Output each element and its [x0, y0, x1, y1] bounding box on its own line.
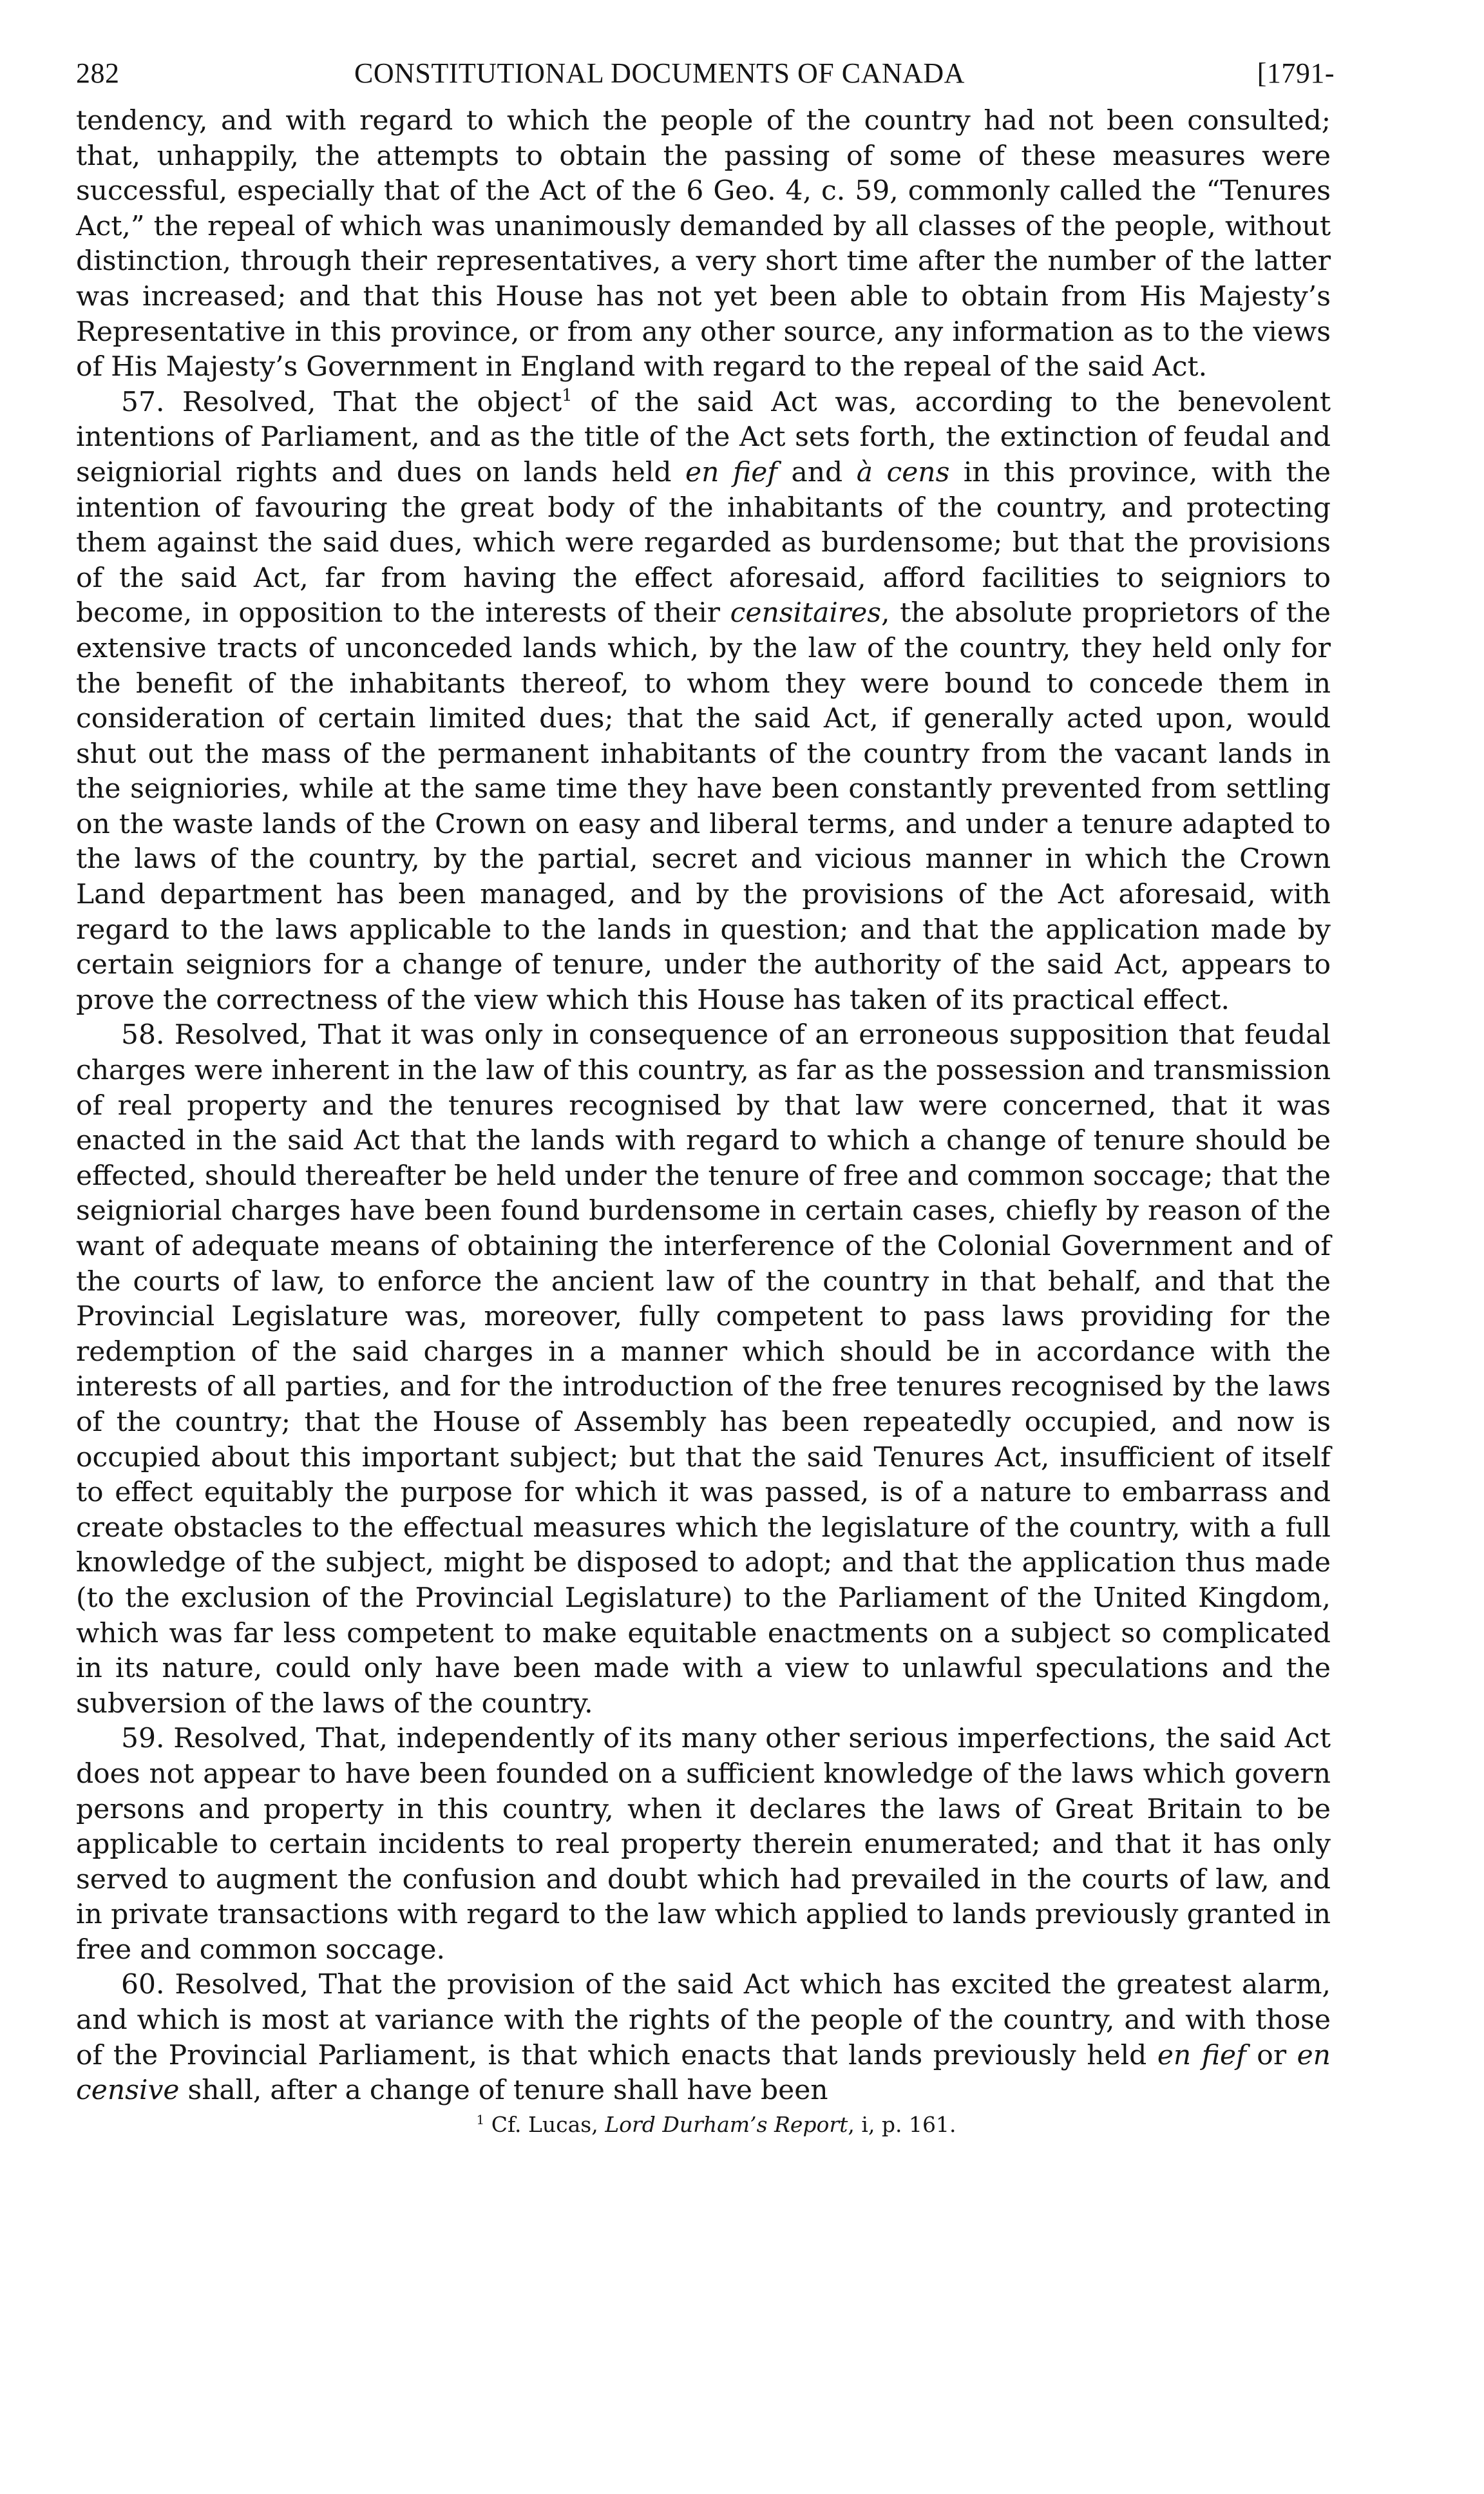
- paragraph-56-continuation: [76, 103, 1331, 385]
- footnote-text: , i, p. 161.: [848, 2111, 956, 2137]
- paragraph-text: in this province, with the intention of favouring the great body of the inhabitants of the country, and protecting them against the said dues, which were regarded as burdensome; but that the provisions of the said Act, far from having the effect aforesaid, afford facilities to seigniors to become, in opposition to the interests of their: [76, 456, 1331, 629]
- footnote: [76, 2111, 1331, 2139]
- paragraph-text: , the absolute proprietors of the extensive tracts of unconceded lands which, by the law of the country, they held only for the benefit of the inhabitants thereof, to whom they were bound to concede them in consideration of certain limited dues; that the said Act, if generally acted upon, would shut out the mass of the permanent inhabitants of the country from the vacant lands in the seigniories, while at the same time they have been constantly prevented from settling on the waste lands of the Crown on easy and liberal terms, and under a tenure adapted to the laws of the country, by the partial, secret and vicious manner in which the Crown Land department has been managed, and by the provisions of the Act aforesaid, with regard to the laws applicable to the lands in question; and that the application made by certain seigniors for a change of tenure, under the authority of the said Act, appears to prove the correctness of the view which this House has taken of its practical effect.: [76, 597, 1331, 1015]
- paragraph-text: shall, after a change of tenure shall have been: [179, 2074, 828, 2106]
- footnote-title: Lord Durham’s Report: [605, 2111, 848, 2137]
- running-title: CONSTITUTIONAL DOCUMENTS OF CANADA: [354, 57, 965, 89]
- paragraph-text: 60. Resolved, That the provision of the said Act which has excited the greatest alarm, and which is most at variance with the rights of the people of the country, and with those of the Provincial Parliament, is that which enacts that lands previously held: [76, 1968, 1331, 2071]
- italic-term: en censive: [76, 2038, 1331, 2106]
- paragraph-60: [76, 1967, 1331, 2107]
- paragraph-text: tendency, and with regard to which the people of the country had not been consulted; that, unhappily, the attempts to obtain the passing of some of these measures were successful, especially that of the Act of the 6 Geo. 4, c. 59, commonly called the “Tenures Act,” the repeal of which was unanimously demanded by all classes of the people, without distinction, through their representatives, a very short time after the number of the latter was increased; and that this House has not yet been able to obtain from His Majesty’s Representative in this province, or from any other source, any information as to the views of His Majesty’s Government in England with regard to the repeal of the said Act.: [76, 104, 1331, 383]
- paragraph-58: [76, 1017, 1331, 1721]
- paragraph-59: [76, 1721, 1331, 1967]
- page-header: [76, 57, 1335, 99]
- header-year-range: [1791-: [1257, 57, 1335, 89]
- italic-term: à cens: [856, 456, 950, 488]
- footnote-text: Cf. Lucas,: [484, 2111, 605, 2137]
- paragraph-57: [76, 385, 1331, 1018]
- page-number: 282: [76, 57, 120, 89]
- paragraph-text: and: [777, 456, 857, 488]
- document-page: [76, 57, 1335, 2139]
- italic-term: en fief: [1157, 2038, 1246, 2071]
- footnote-marker: 1: [476, 2111, 485, 2127]
- paragraph-text: or: [1246, 2038, 1297, 2071]
- paragraph-text: 57. Resolved, That the object: [121, 385, 562, 417]
- paragraph-text: 59. Resolved, That, independently of its many other serious imperfections, the said Act does not appear to have been founded on a sufficient knowledge of the laws which govern persons and property in this country, when it declares the laws of Great Britain to be applicable to certain incidents to real property therein enumerated; and that it has only served to augment the confusion and doubt which had prevailed in the courts of law, and in private transactions with regard to the law which applied to lands previously granted in free and common soccage.: [76, 1722, 1331, 1965]
- italic-term: censitaires: [730, 597, 882, 629]
- paragraph-text: 58. Resolved, That it was only in consequence of an erroneous supposition that feudal charges were inherent in the law of this country, as far as the possession and transmission of real property and the tenures recognised by that law were concerned, that it was enacted in the said Act that the lands with regard to which a change of tenure should be effected, should thereafter be held under the tenure of free and common soccage; that the seigniorial charges have been found burdensome in certain cases, chiefly by reason of the want of adequate means of obtaining the interference of the Colonial Government and of the courts of law, to enforce the ancient law of the country in that behalf, and that the Provincial Legislature was, moreover, fully competent to pass laws providing for the redemption of the said charges in a manner which should be in accordance with the interests of all parties, and for the introduction of the free tenures recognised by the laws of the country; that the House of Assembly has been repeatedly occupied, and now is occupied about this important subject; but that the said Tenures Act, insufficient of itself to effect equitably the purpose for which it was passed, is of a nature to embarrass and create obstacles to the effectual measures which the legislature of the country, with a full knowledge of the subject, might be disposed to adopt; and that the application thus made (to the exclusion of the Provincial Legislature) to the Parliament of the United Kingdom, which was far less competent to make equitable enactments on a subject so complicated in its nature, could only have been made with a view to unlawful speculations and the subversion of the laws of the country.: [76, 1019, 1331, 1719]
- footnote-reference: 1: [562, 385, 573, 405]
- body-text: [76, 103, 1331, 2108]
- italic-term: en fief: [685, 456, 777, 488]
- paragraph-text: of the said Act was, according to the benevolent intentions of Parliament, and as the title of the Act sets forth, the extinction of feudal and seigniorial rights and dues on lands held: [76, 385, 1331, 488]
